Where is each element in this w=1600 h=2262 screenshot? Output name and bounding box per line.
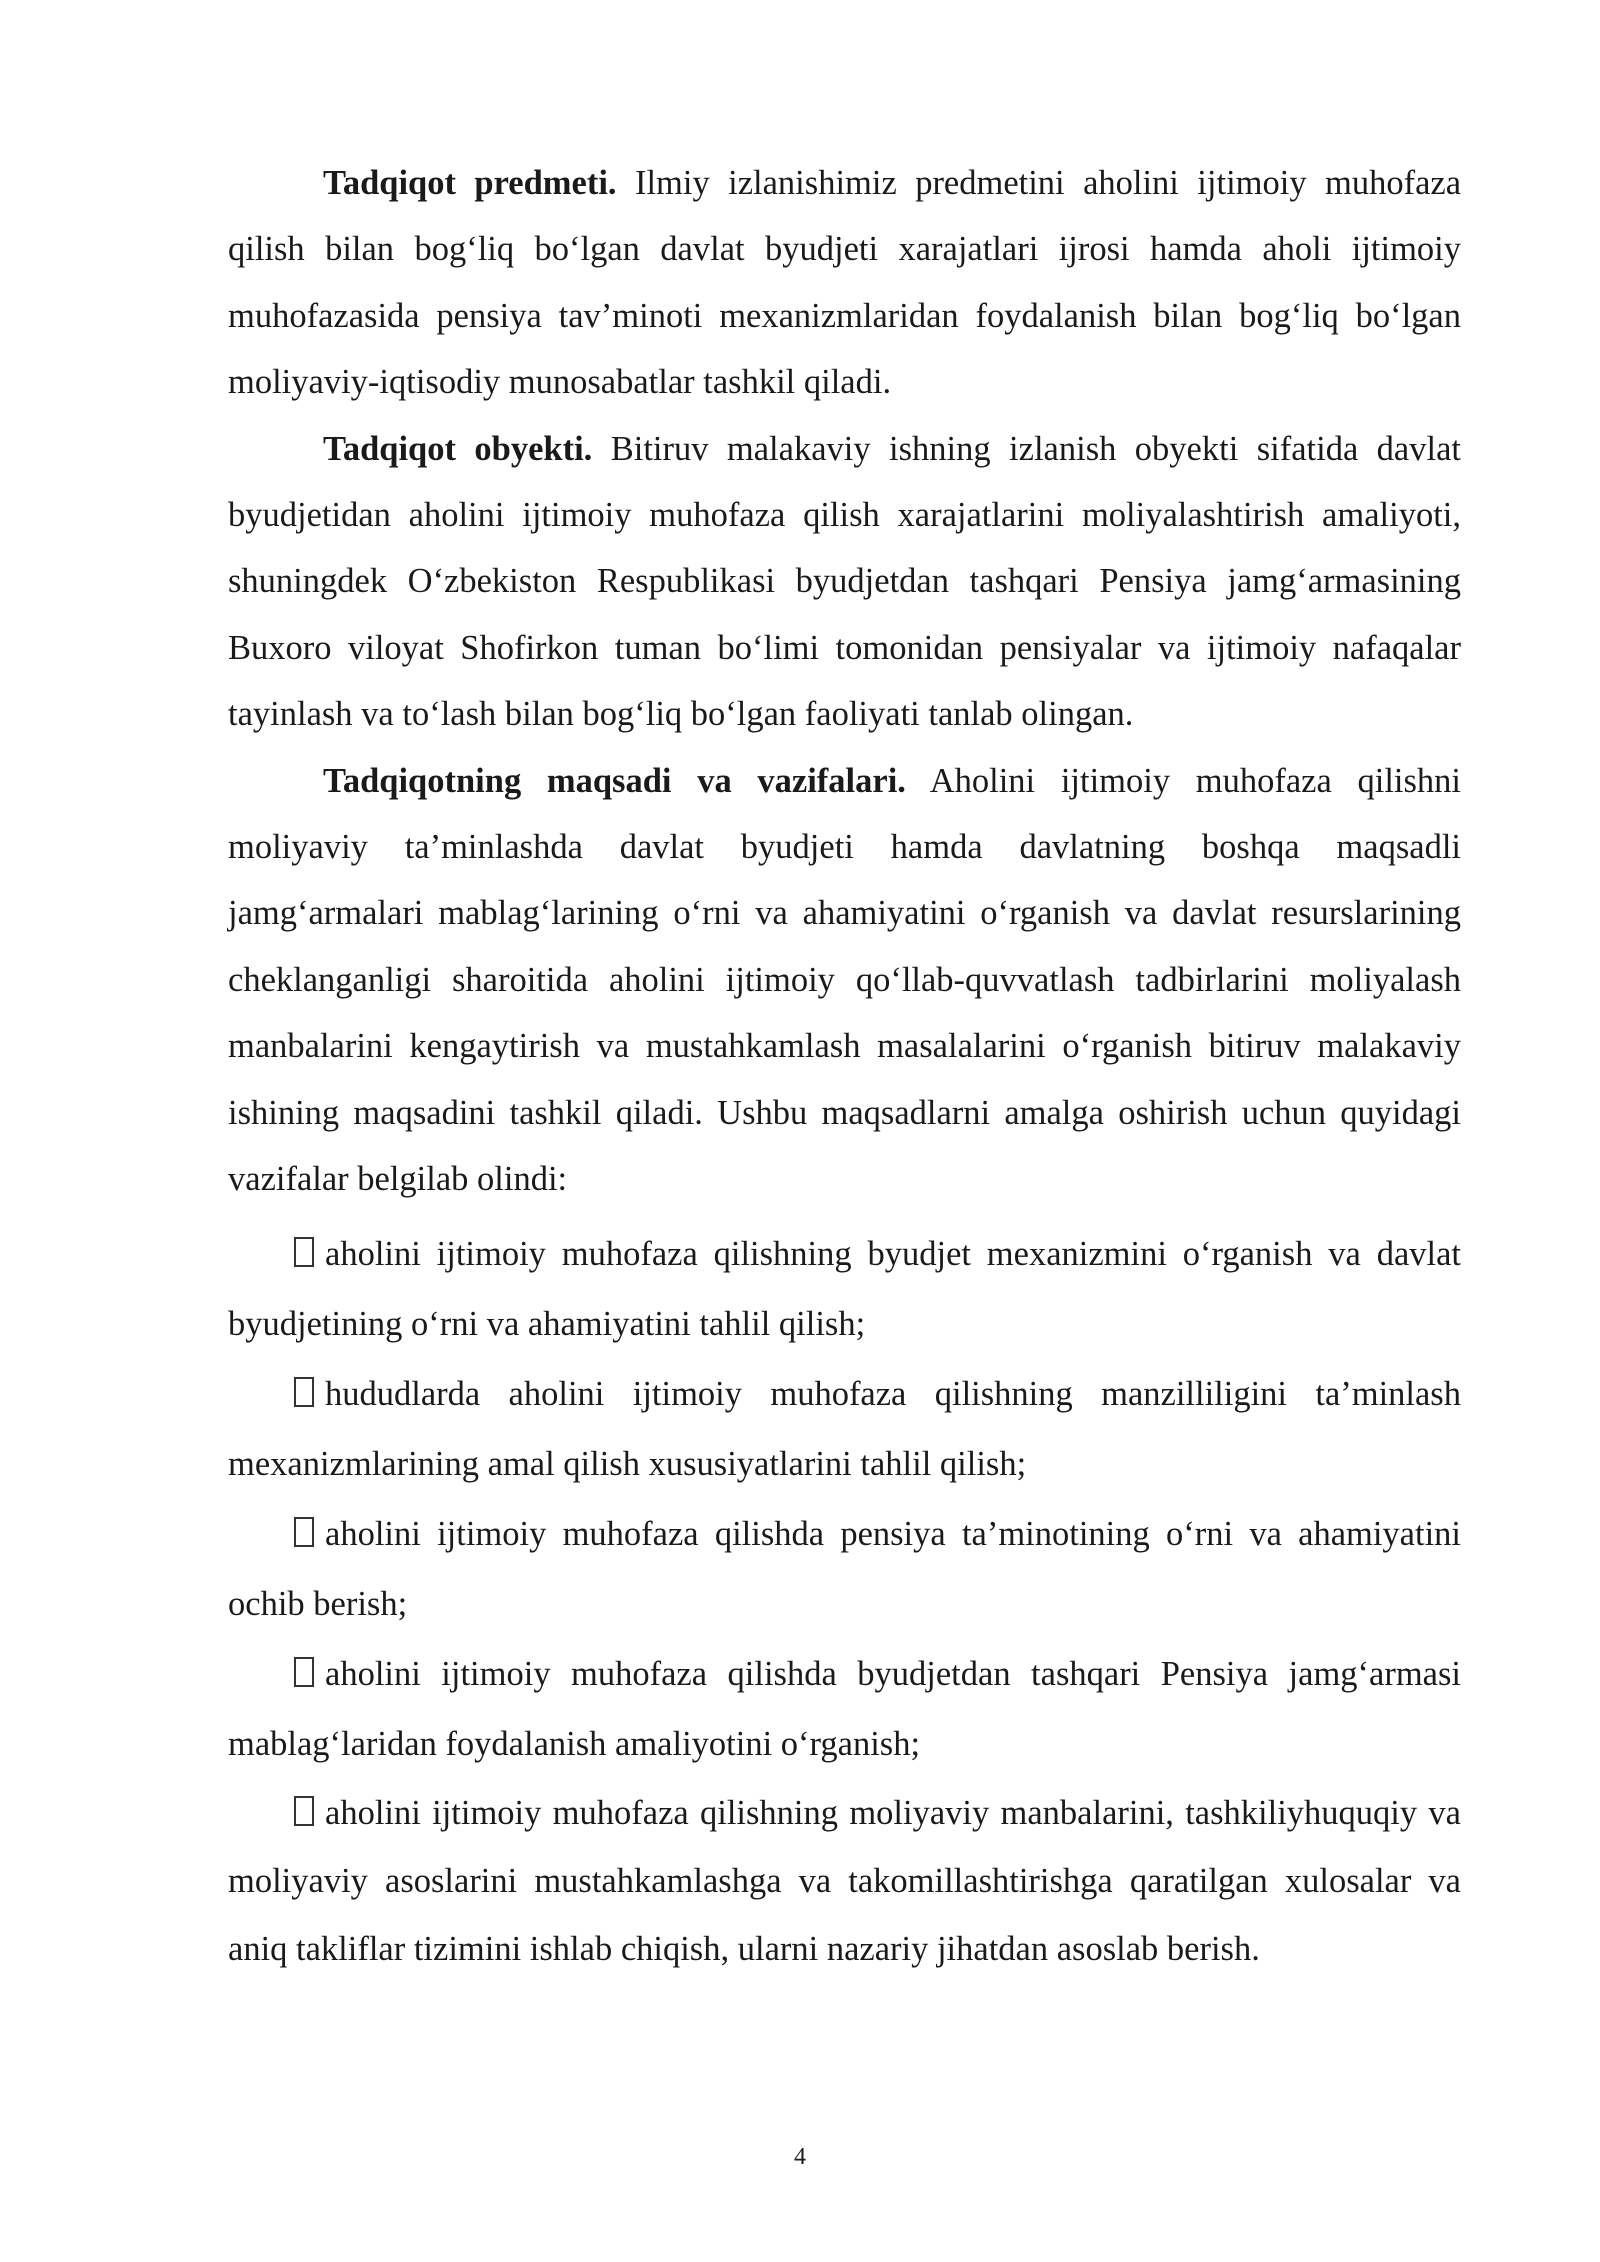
list-item <box>228 1359 1461 1499</box>
paragraph-heading: Tadqiqot predmeti. <box>323 164 617 202</box>
list-item <box>228 1639 1461 1779</box>
list-item-text: hududlarda aholini ijtimoiy muhofaza qilishning manzilliligini ta’minlash mexanizmlarining amal qilish xususiyatlarini tahlil qilish; <box>228 1374 1461 1483</box>
paragraph-object <box>228 416 1461 748</box>
square-bullet-icon <box>291 1517 321 1549</box>
square-bullet-icon <box>291 1657 321 1689</box>
square-bullet-icon <box>291 1796 321 1828</box>
list-item-text: aholini ijtimoiy muhofaza qilishning moliyaviy manbalarini, tashkiliyhuquqiy va moliyaviy asoslarini mustahkamlashga va takomillashtirishga qaratilgan xulosalar va aniq takliflar tizimini ishlab chiqish, ularni nazariy jihatdan asoslab berish. <box>228 1793 1461 1968</box>
page-number: 4 <box>794 2144 806 2170</box>
list-item <box>228 1779 1461 1983</box>
list-item-text: aholini ijtimoiy muhofaza qilishda byudjetdan tashqari Pensiya jamg‘armasi mablag‘laridan foydalanish amaliyotini o‘rganish; <box>228 1654 1461 1763</box>
paragraph-heading: Tadqiqotning maqsadi va vazifalari. <box>323 761 906 800</box>
paragraph-text: Aholini ijtimoiy muhofaza qilishni moliyaviy ta’minlashda davlat byudjeti hamda davlatning boshqa maqsadli jamg‘armalari mablag‘larining o‘rni va ahamiyatini o‘rganish va davlat resurslarining cheklanganligi sharoitida aholini ijtimoiy qo‘llab-quvvatlash tadbirlarini moliyalash manbalarini kengaytirish va mustahkamlash masalalarini o‘rganish bitiruv malakaviy ishining maqsadini tashkil qiladi. Ushbu maqsadlarni amalga oshirish uchun quyidagi vazifalar belgilab olindi: <box>228 761 1461 1199</box>
list-item-text: aholini ijtimoiy muhofaza qilishning byudjet mexanizmini o‘rganish va davlat byudjetining o‘rni va ahamiyatini tahlil qilish; <box>228 1234 1461 1343</box>
list-item-text: aholini ijtimoiy muhofaza qilishda pensiya ta’minotining o‘rni va ahamiyatini ochib berish; <box>228 1514 1461 1623</box>
paragraph-text: Bitiruv malakaviy ishning izlanish obyekti sifatida davlat byudjetidan aholini ijtimoiy muhofaza qilish xarajatlarini moliyalashtirish amaliyoti, shuningdek O‘zbekiston Respublikasi byudjetdan tashqari Pensiya jamg‘armasining Buxoro viloyat Shofirkon tuman bo‘limi tomonidan pensiyalar va ijtimoiy nafaqalar tayinlash va to‘lash bilan bog‘liq bo‘lgan faoliyati tanlab olingan. <box>228 429 1461 734</box>
square-bullet-icon <box>291 1237 321 1269</box>
document-page <box>228 150 1461 1983</box>
list-item <box>228 1499 1461 1639</box>
paragraph-text: Ilmiy izlanishimiz predmetini aholini ijtimoiy muhofaza qilish bilan bog‘liq bo‘lgan davlat byudjeti xarajatlari ijrosi hamda aholi ijtimoiy muhofazasida pensiya tav’minoti mexanizmlaridan foydalanish bilan bog‘liq bo‘lgan moliyaviy-iqtisodiy munosabatlar tashkil qiladi. <box>228 164 1462 402</box>
paragraph-subject <box>228 150 1461 416</box>
paragraph-heading: Tadqiqot obyekti. <box>323 429 593 468</box>
list-item <box>228 1219 1461 1359</box>
square-bullet-icon <box>291 1377 321 1409</box>
paragraph-goals <box>228 748 1461 1213</box>
